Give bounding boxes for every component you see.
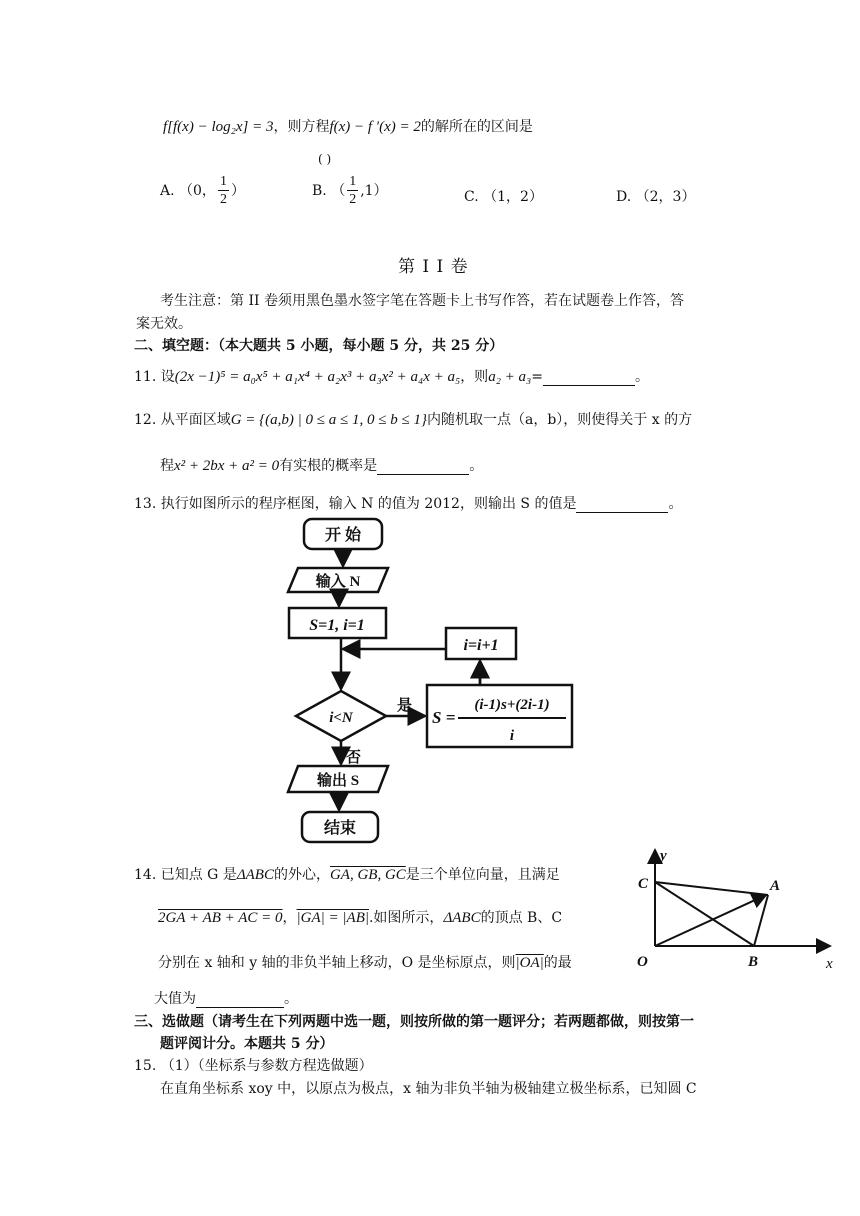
fig14-y: y <box>660 848 667 864</box>
option-c-label: C. <box>464 189 479 205</box>
q12-num: 12. <box>134 412 157 428</box>
q14-l4-text1: 大值为 <box>154 991 196 1007</box>
q14-line3 <box>158 952 572 972</box>
part2-notice-line1: 考生注意：第 II 卷须用黑色墨水签字笔在答题卡上书写作答，若在试题卷上作答，答 <box>160 293 684 309</box>
section2-heading: 二、填空题：（本大题共 5 小题，每小题 5 分，共 25 分） <box>134 338 504 354</box>
option-a-num: 1 <box>219 174 227 189</box>
option-d-text: （2，3） <box>635 189 696 205</box>
section3-line2: 题评阅计分。本题共 5 分） <box>160 1036 334 1052</box>
q11-math: (2x −1)⁵ = a₀x⁵ + a₁x⁴ + a₂x³ + a₃x² + a₄x + a₅ <box>174 369 461 385</box>
q14-l1-math1: ΔABC <box>236 867 274 883</box>
fig14-b: B <box>748 954 759 970</box>
option-b-open: （ <box>331 183 346 199</box>
option-a-open: （0， <box>179 183 216 199</box>
q14-l2-text1: ， <box>282 910 297 926</box>
flow-init-label: S=1, i=1 <box>309 617 365 634</box>
vector-oa <box>655 895 766 946</box>
q15-line1 <box>134 1055 373 1075</box>
q14-l1-text1: 已知点 G 是 <box>160 867 237 883</box>
flow-input-label: 输入 N <box>315 574 361 590</box>
q14-l2-math3: ΔABC <box>443 910 481 926</box>
q12-text1: 从平面区域 <box>160 412 231 428</box>
q13-num: 13. <box>134 496 157 512</box>
flow-end-label: 结束 <box>323 820 357 837</box>
q11-text3: = <box>531 369 543 385</box>
flow-output-label: 输出 S <box>316 773 360 789</box>
q12-end: 。 <box>469 458 484 474</box>
q14-figure <box>655 850 830 946</box>
flow-assign-num: (i-1)s+(2i-1) <box>474 697 550 713</box>
option-d-label: D. <box>616 189 632 205</box>
q14-l2-math2: |GA| = |AB| <box>296 910 369 926</box>
answer-paren: ( ) <box>318 152 332 166</box>
q14-line4 <box>154 988 298 1008</box>
option-b-den: 2 <box>349 192 357 207</box>
q14-l3-math: |OA| <box>515 955 544 971</box>
q14-end: 。 <box>284 991 298 1007</box>
option-a-label: A. <box>160 183 175 199</box>
q13-text: 执行如图所示的程序框图，输入 N 的值为 2012，则输出 S 的值是 <box>160 496 577 512</box>
option-c-text: （1，2） <box>483 189 543 205</box>
q14-l1-text2: 的外心， <box>273 867 330 883</box>
q14-l3-text1: 分别在 x 轴和 y 轴的非负半轴上移动，O 是坐标原点，则 <box>158 955 516 971</box>
option-b-label: B. <box>312 183 327 199</box>
option-a-den: 2 <box>219 192 227 207</box>
q12-math: G = {(a,b) | 0 ≤ a ≤ 1, 0 ≤ b ≤ 1} <box>230 412 427 428</box>
q14-num: 14. <box>134 867 157 883</box>
prev-stem-tail: 的解所在的区间是 <box>420 119 533 135</box>
q14-line2 <box>158 907 562 927</box>
q14-answer-blank[interactable] <box>196 993 284 1008</box>
section3-line1: 三、选做题（请考生在下列两题中选一题，则按所做的第一题评分；若两题都做，则按第一 <box>134 1014 694 1030</box>
option-b-close: ,1） <box>360 183 388 199</box>
q14-l1-text3: 是三个单位向量，且满足 <box>405 867 560 883</box>
fig14-c: C <box>638 876 649 892</box>
q11-text2: ，则 <box>460 369 489 385</box>
q11-end: 。 <box>634 369 649 385</box>
q13-end: 。 <box>668 496 683 512</box>
q14-l2-text2: .如图所示， <box>368 910 444 926</box>
flow-yes-label: 是 <box>397 698 413 714</box>
prev-eq-math: f(x) − f ′(x) = 2 <box>329 119 421 135</box>
flow-inc-label: i=i+1 <box>463 637 499 654</box>
fig14-a: A <box>770 878 781 894</box>
flow-no-label: 否 <box>346 750 362 766</box>
q12-l2-text1: 程 <box>160 458 174 474</box>
flow-assign-den: i <box>509 728 515 744</box>
prev-stem-math: f[f(x) − log₂x] = 3 <box>163 119 274 135</box>
flow-start-label: 开 始 <box>324 527 362 544</box>
flow-assign-lhs: S = <box>432 708 456 727</box>
part2-title: 第 I I 卷 <box>398 257 469 277</box>
q12-l2-text2: 有实根的概率是 <box>279 458 378 474</box>
q11-text1: 设 <box>160 369 175 385</box>
fig14-o: O <box>637 954 648 970</box>
segment-ab <box>754 895 768 946</box>
part2-notice-line2: 案无效。 <box>136 316 192 332</box>
q12-l2-math: x² + 2bx + a² = 0 <box>174 458 280 474</box>
q12-text2: 内随机取一点（a，b），则使得关于 x 的方 <box>426 412 693 428</box>
prev-stem-text: ，则方程 <box>273 119 330 135</box>
q14-l3-text2: 的最 <box>543 955 572 971</box>
flow-cond-label: i<N <box>329 710 353 726</box>
q15-sub: （1）（坐标系与参数方程选做题） <box>160 1058 373 1074</box>
q15-num: 15. <box>134 1058 157 1074</box>
q14-l2-text3: 的顶点 B、C <box>480 910 563 926</box>
q11-math2: a₂ + a₃ <box>488 369 532 385</box>
option-a-close: ） <box>230 183 245 199</box>
q14-l1-vectors: GA, GB, GC <box>329 867 406 883</box>
q15-text: 在直角坐标系 xoy 中，以原点为极点，x 轴为非负半轴为极轴建立极坐标系，已知圆 C <box>160 1081 697 1097</box>
q14-l2-math1: 2GA + AB + AC = 0 <box>158 910 283 926</box>
q14-line1 <box>134 864 560 884</box>
option-b-num: 1 <box>349 174 357 189</box>
fig14-x: x <box>826 956 833 972</box>
q11-num: 11. <box>134 369 157 385</box>
